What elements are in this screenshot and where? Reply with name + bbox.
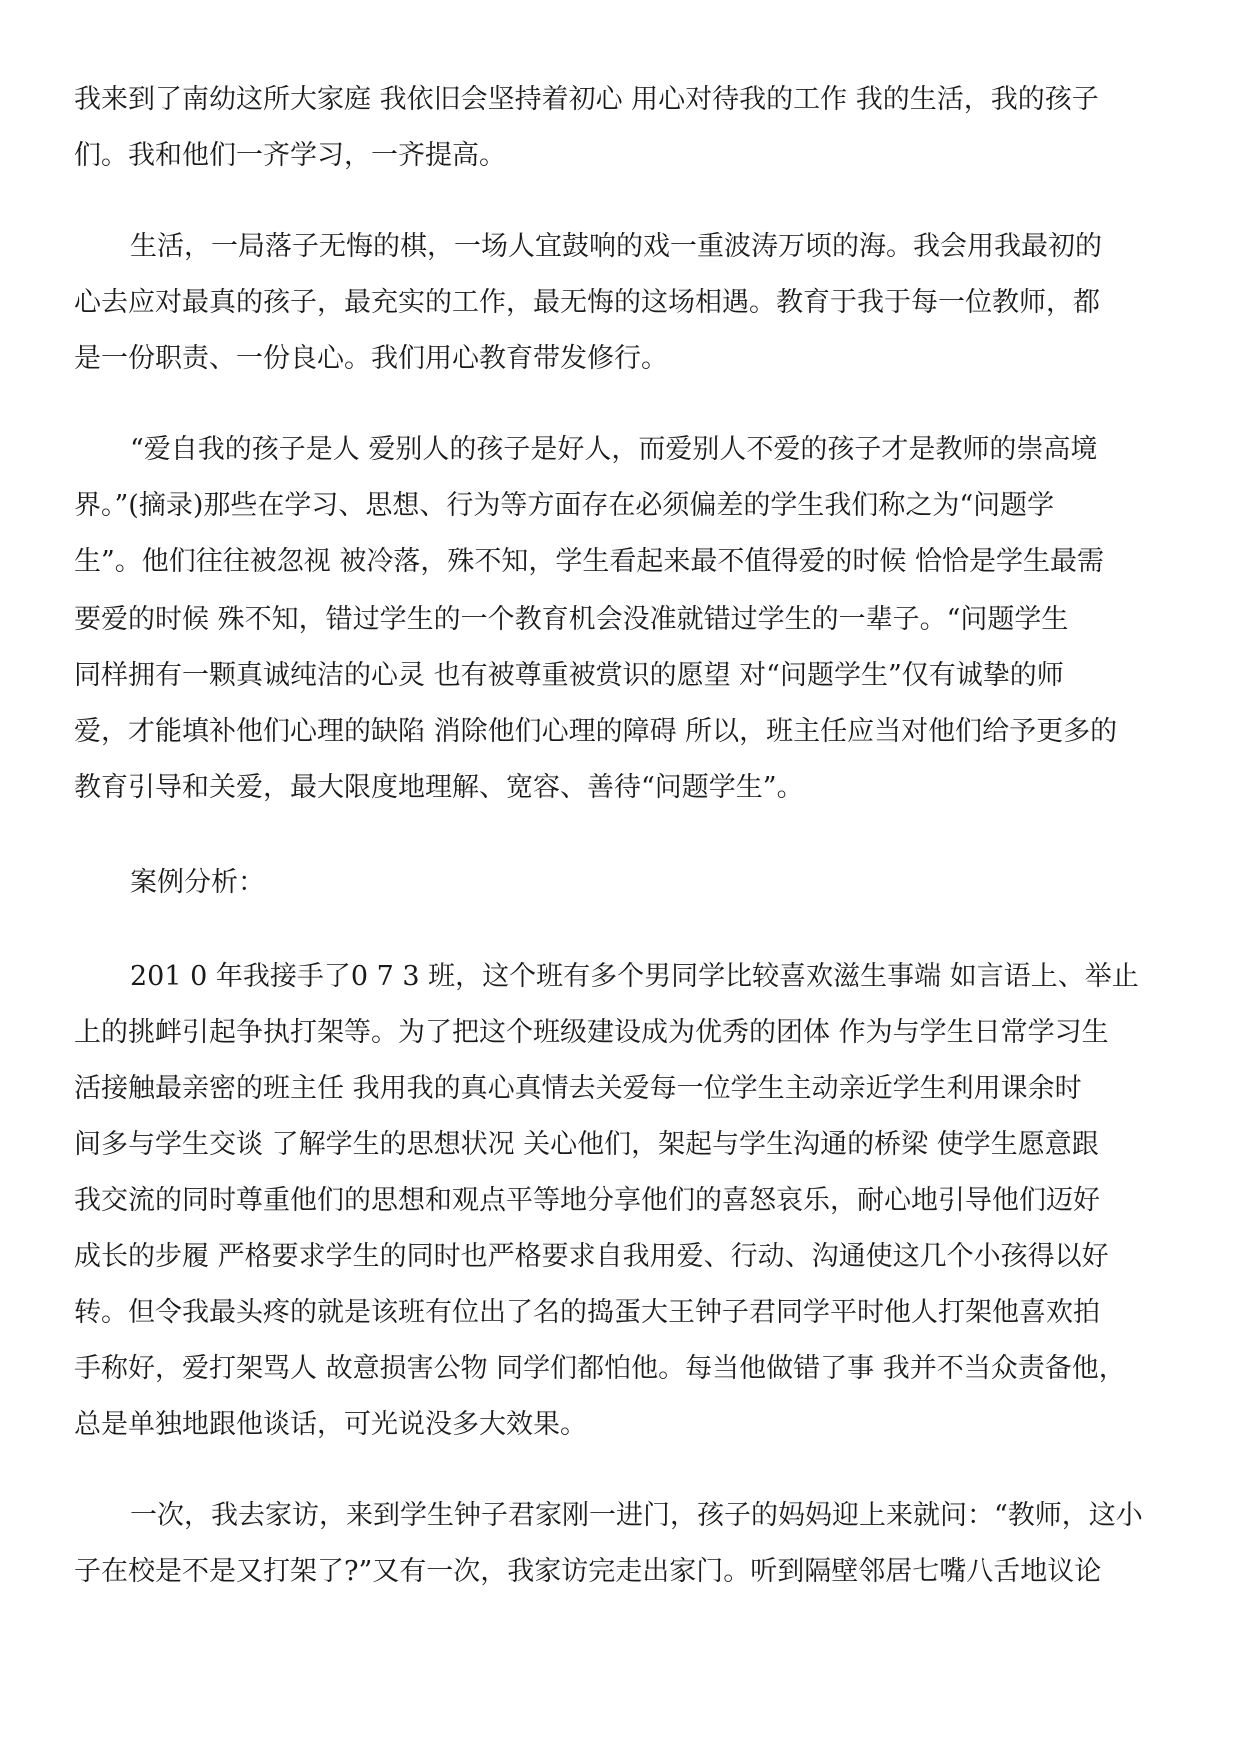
- text-line: “爱自我的孩子是人 爱别人的孩子是好人，而爱别人不爱的孩子才是教师的崇高境: [130, 434, 1098, 465]
- text-line: 间多与学生交谈 了解学生的思想状况 关心他们，架起与学生沟通的桥梁 使学生愿意跟: [74, 1129, 1099, 1160]
- text-line: 心去应对最真的孩子，最充实的工作，最无悔的这场相遇。教育于我于每一位教师，都: [74, 287, 1100, 318]
- text-line: 我交流的同时尊重他们的思想和观点平等地分享他们的喜怒哀乐，耐心地引导他们迈好: [74, 1185, 1100, 1216]
- text-line: 一次，我去家访，来到学生钟子君家刚一进门，孩子的妈妈迎上来就问：“教师，这小: [130, 1500, 1143, 1531]
- text-line: 成长的步履 严格要求学生的同时也严格要求自我用爱、行动、沟通使这几个小孩得以好: [74, 1241, 1109, 1272]
- text-line: 生活，一局落子无悔的棋，一场人宜鼓响的戏一重波涛万顷的海。我会用我最初的: [130, 231, 1102, 262]
- text-line: 总是单独地跟他谈话，可光说没多大效果。: [74, 1409, 587, 1440]
- text-line: 是一份职责、一份良心。我们用心教育带发修行。: [74, 343, 668, 374]
- text-line: 爱，才能填补他们心理的缺陷 消除他们心理的障碍 所以，班主任应当对他们给予更多的: [74, 716, 1118, 747]
- text-line: 同样拥有一颗真诚纯洁的心灵 也有被尊重被赏识的愿望 对“问题学生”仅有诚挚的师: [74, 660, 1064, 691]
- text-line: 教育引导和关爱，最大限度地理解、宽容、善待“问题学生”。: [74, 772, 804, 803]
- text-line: 我来到了南幼这所大家庭 我依旧会坚持着初心 用心对待我的工作 我的生活，我的孩子: [74, 84, 1099, 115]
- section-heading: 案例分析：: [130, 867, 265, 898]
- text-line: 手称好，爱打架骂人 故意损害公物 同学们都怕他。每当他做错了事 我并不当众责备他，: [74, 1353, 1126, 1384]
- text-line: 上的挑衅引起争执打架等。为了把这个班级建设成为优秀的团体 作为与学生日常学习生: [74, 1017, 1109, 1048]
- text-line: 转。但令我最头疼的就是该班有位出了名的捣蛋大王钟子君同学平时他人打架他喜欢拍: [74, 1297, 1100, 1328]
- text-line: 们。我和他们一齐学习，一齐提高。: [74, 140, 506, 171]
- text-line: 界。”(摘录)那些在学习、思想、行为等方面存在必须偏差的学生我们称之为“问题学: [74, 490, 1055, 521]
- text-line: 子在校是不是又打架了?”又有一次，我家访完走出家门。听到隔壁邻居七嘴八舌地议论: [74, 1556, 1102, 1587]
- text-line: 活接触最亲密的班主任 我用我的真心真情去关爱每一位学生主动亲近学生利用课余时: [74, 1073, 1082, 1104]
- text-line: 生”。他们往往被忽视 被冷落，殊不知，学生看起来最不值得爱的时候 恰恰是学生最需: [74, 546, 1104, 577]
- text-line: 要爱的时候 殊不知，错过学生的一个教育机会没准就错过学生的一辈子。“问题学生: [74, 604, 1069, 635]
- text-line: 201 0 年我接手了0 7 3 班，这个班有多个男同学比较喜欢滋生事端 如言语上、举止: [130, 961, 1139, 992]
